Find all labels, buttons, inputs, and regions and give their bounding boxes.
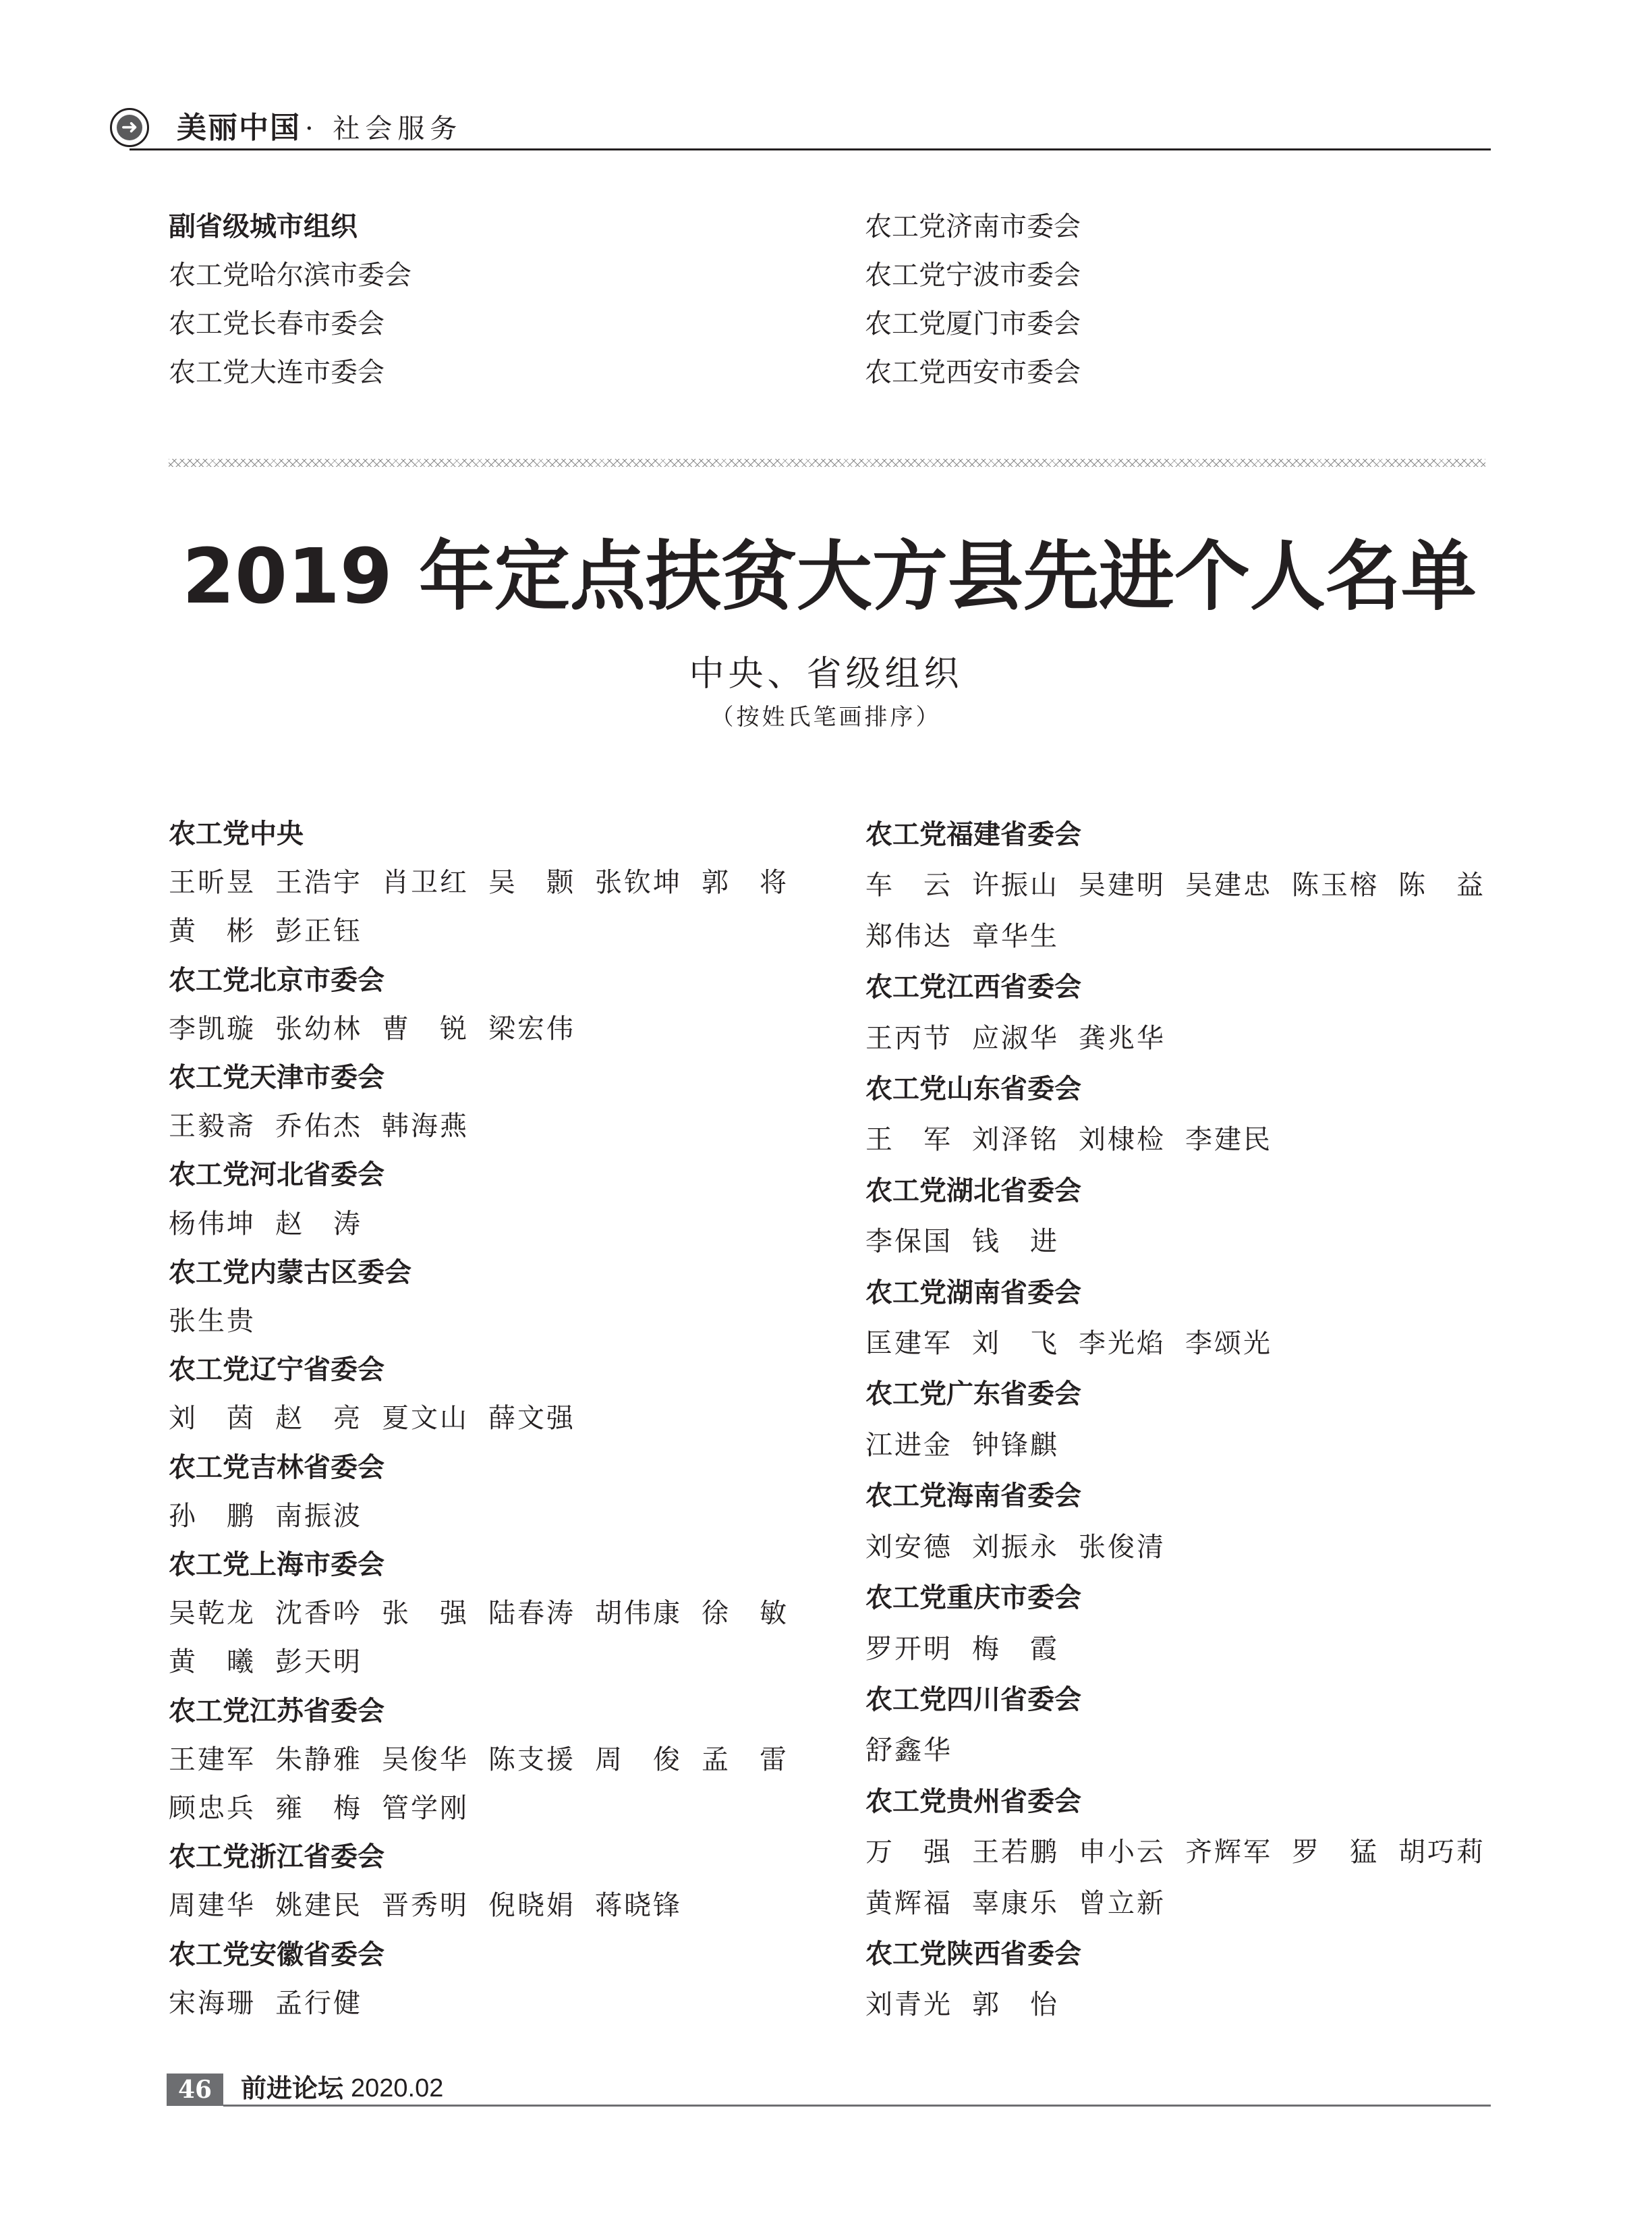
magazine-name: 前进论坛 xyxy=(241,2073,344,2103)
name-list xyxy=(865,1624,1506,1675)
name-list xyxy=(865,1980,1506,2030)
org-heading: 农工党辽宁省委会 xyxy=(169,1354,384,1386)
name-list xyxy=(169,1200,809,1248)
person-name: 黄辉福 xyxy=(865,1887,950,1919)
org-group xyxy=(169,1345,816,1443)
person-name: 姚建民 xyxy=(275,1890,360,1922)
person-name: 陈玉榕 xyxy=(1292,870,1377,901)
org-group xyxy=(865,1471,1513,1573)
person-name: 顾忠兵 xyxy=(169,1793,254,1825)
person-name: 江进金 xyxy=(865,1429,950,1461)
person-name: 南振波 xyxy=(275,1500,360,1532)
person-name: 宋海珊 xyxy=(169,1987,254,2019)
person-name: 李保国 xyxy=(865,1226,950,1258)
name-list xyxy=(865,1420,1506,1471)
org-heading: 农工党浙江省委会 xyxy=(169,1841,384,1873)
person-name: 蒋晓锋 xyxy=(595,1890,680,1922)
person-name: 沈香吟 xyxy=(275,1598,360,1630)
org-group xyxy=(169,1150,816,1248)
org-group xyxy=(169,1687,816,1833)
org-heading: 农工党吉林省委会 xyxy=(169,1451,384,1483)
name-list xyxy=(169,858,809,955)
person-name: 许振山 xyxy=(972,870,1057,901)
person-name: 陈支援 xyxy=(488,1744,573,1775)
person-name: 刘振永 xyxy=(972,1531,1057,1563)
org-group xyxy=(169,810,816,956)
person-name: 薛文强 xyxy=(488,1403,573,1435)
section-name: 美丽中国 xyxy=(177,111,301,145)
person-name: 朱静雅 xyxy=(275,1744,360,1775)
org-heading: 农工党湖南省委会 xyxy=(865,1277,1081,1308)
name-list xyxy=(865,1318,1506,1369)
person-name: 刘安德 xyxy=(865,1531,950,1563)
person-name: 郑伟达 xyxy=(865,920,950,952)
person-name: 王若鹏 xyxy=(972,1837,1057,1868)
person-name: 张幼林 xyxy=(275,1013,360,1045)
org-group xyxy=(865,1268,1513,1370)
org-group xyxy=(169,1540,816,1687)
header-rule xyxy=(130,148,1491,150)
org-heading: 农工党内蒙古区委会 xyxy=(169,1256,411,1288)
name-list xyxy=(865,1827,1506,1929)
org-heading: 农工党山东省委会 xyxy=(865,1074,1081,1105)
person-name: 彭正钰 xyxy=(275,916,360,947)
name-list xyxy=(169,1102,809,1150)
org-heading: 农工党湖北省委会 xyxy=(865,1175,1081,1206)
name-list xyxy=(169,1394,809,1443)
top-list-item: 农工党长春市委会 xyxy=(169,308,384,339)
top-list-left xyxy=(169,202,411,397)
person-name: 倪晓娟 xyxy=(488,1890,573,1922)
org-group xyxy=(865,1777,1513,1929)
name-list xyxy=(169,1735,809,1833)
person-name: 罗 猛 xyxy=(1292,1837,1377,1868)
person-name: 舒鑫华 xyxy=(865,1735,950,1766)
name-list xyxy=(169,1005,809,1053)
org-group xyxy=(169,956,816,1053)
person-name: 陈 益 xyxy=(1398,870,1483,901)
person-name: 李凯璇 xyxy=(169,1013,254,1045)
org-heading: 农工党江西省委会 xyxy=(865,972,1081,1003)
person-name: 王丙节 xyxy=(865,1022,950,1054)
top-list-right xyxy=(865,202,1081,397)
top-list-heading: 副省级城市组织 xyxy=(169,211,358,242)
person-name: 章华生 xyxy=(972,920,1057,952)
person-name: 张 强 xyxy=(382,1598,467,1630)
person-name: 钱 进 xyxy=(972,1226,1057,1258)
org-heading: 农工党北京市委会 xyxy=(169,964,384,996)
person-name: 孙 鹏 xyxy=(169,1500,254,1532)
page-number: 46 xyxy=(167,2074,223,2106)
org-heading: 农工党河北省委会 xyxy=(169,1159,384,1191)
org-group xyxy=(865,1675,1513,1777)
person-name: 晋秀明 xyxy=(382,1890,467,1922)
org-heading: 农工党天津市委会 xyxy=(169,1062,384,1094)
org-group xyxy=(865,962,1513,1064)
person-name: 刘泽铭 xyxy=(972,1124,1057,1156)
top-list-item: 农工党哈尔滨市委会 xyxy=(169,260,411,291)
person-name: 胡巧莉 xyxy=(1398,1837,1483,1868)
person-name: 孟行健 xyxy=(275,1987,360,2019)
org-heading: 农工党重庆市委会 xyxy=(865,1582,1081,1614)
name-list xyxy=(169,1979,809,2028)
person-name: 李光焰 xyxy=(1079,1328,1164,1360)
person-name: 张生贵 xyxy=(169,1306,254,1337)
running-header xyxy=(177,108,462,149)
person-name: 王 军 xyxy=(865,1124,950,1156)
person-name: 李颂光 xyxy=(1185,1328,1270,1360)
person-name: 李建民 xyxy=(1185,1124,1270,1156)
decorative-divider xyxy=(169,459,1485,467)
top-list-item: 农工党济南市委会 xyxy=(865,211,1081,242)
person-name: 王浩宇 xyxy=(275,867,360,899)
subsection-name: · 社会服务 xyxy=(305,113,463,144)
org-group xyxy=(169,1930,816,2028)
person-name: 胡伟康 xyxy=(595,1598,680,1630)
person-name: 曹 锐 xyxy=(382,1013,467,1045)
person-name: 孟 雷 xyxy=(702,1744,787,1775)
org-heading: 农工党贵州省委会 xyxy=(865,1785,1081,1817)
person-name: 梅 霞 xyxy=(972,1633,1057,1665)
org-group xyxy=(169,1248,816,1345)
org-heading: 农工党福建省委会 xyxy=(865,819,1081,850)
person-name: 杨伟坤 xyxy=(169,1208,254,1240)
section-subtitle: 中央、省级组织 xyxy=(689,654,963,694)
person-name: 彭天明 xyxy=(275,1646,360,1678)
org-group xyxy=(865,1166,1513,1268)
left-column-list xyxy=(169,810,816,2028)
person-name: 黄 曦 xyxy=(169,1646,254,1678)
person-name: 车 云 xyxy=(865,870,950,901)
person-name: 辜康乐 xyxy=(972,1887,1057,1919)
person-name: 陆春涛 xyxy=(488,1598,573,1630)
name-list xyxy=(865,860,1506,962)
top-list-item: 农工党宁波市委会 xyxy=(865,260,1081,291)
person-name: 刘 飞 xyxy=(972,1328,1057,1360)
person-name: 王建军 xyxy=(169,1744,254,1775)
person-name: 郭 怡 xyxy=(972,1989,1057,2021)
page-title: 2019 年定点扶贫大方县先进个人名单 xyxy=(182,533,1477,621)
top-list-item: 农工党厦门市委会 xyxy=(865,308,1081,339)
person-name: 匡建军 xyxy=(865,1328,950,1360)
arrow-right-circle-icon: ➜ xyxy=(110,108,149,147)
person-name: 吴 颢 xyxy=(488,867,573,899)
person-name: 齐辉军 xyxy=(1185,1837,1270,1868)
issue-number: 2020.02 xyxy=(351,2074,444,2103)
person-name: 赵 涛 xyxy=(275,1208,360,1240)
person-name: 张俊清 xyxy=(1079,1531,1164,1563)
person-name: 韩海燕 xyxy=(382,1111,467,1142)
name-list xyxy=(865,1217,1506,1267)
person-name: 吴建明 xyxy=(1079,870,1164,901)
org-group xyxy=(865,1369,1513,1471)
person-name: 申小云 xyxy=(1079,1837,1164,1868)
name-list xyxy=(169,1492,809,1540)
person-name: 王毅斋 xyxy=(169,1111,254,1142)
org-heading: 农工党广东省委会 xyxy=(865,1379,1081,1410)
org-group xyxy=(865,810,1513,962)
org-group xyxy=(169,1053,816,1150)
top-list-item: 农工党大连市委会 xyxy=(169,357,384,388)
person-name: 曾立新 xyxy=(1079,1887,1164,1919)
org-heading: 农工党陕西省委会 xyxy=(865,1938,1081,1970)
person-name: 周 俊 xyxy=(595,1744,680,1775)
person-name: 应淑华 xyxy=(972,1022,1057,1054)
person-name: 管学刚 xyxy=(382,1793,467,1825)
org-group xyxy=(169,1833,816,1930)
person-name: 雍 梅 xyxy=(275,1793,360,1825)
person-name: 梁宏伟 xyxy=(488,1013,573,1045)
person-name: 赵 亮 xyxy=(275,1403,360,1435)
person-name: 吴建忠 xyxy=(1185,870,1270,901)
person-name: 黄 彬 xyxy=(169,916,254,947)
person-name: 刘 茵 xyxy=(169,1403,254,1435)
name-list xyxy=(865,1115,1506,1165)
name-list xyxy=(169,1297,809,1345)
person-name: 乔佑杰 xyxy=(275,1111,360,1142)
org-heading: 农工党上海市委会 xyxy=(169,1549,384,1581)
sort-note: （按姓氏笔画排序） xyxy=(710,704,942,731)
name-list xyxy=(169,1589,809,1686)
right-column-list xyxy=(865,810,1513,2031)
top-list-item: 农工党西安市委会 xyxy=(865,357,1081,388)
name-list xyxy=(865,1013,1506,1064)
org-group xyxy=(865,1929,1513,2031)
person-name: 吴乾龙 xyxy=(169,1598,254,1630)
person-name: 周建华 xyxy=(169,1890,254,1922)
person-name: 王昕昱 xyxy=(169,867,254,899)
org-heading: 农工党海南省委会 xyxy=(865,1480,1081,1512)
person-name: 钟锋麒 xyxy=(972,1429,1057,1461)
person-name: 刘青光 xyxy=(865,1989,950,2021)
org-group xyxy=(865,1573,1513,1675)
person-name: 肖卫红 xyxy=(382,867,467,899)
org-group xyxy=(865,1064,1513,1166)
person-name: 刘棣检 xyxy=(1079,1124,1164,1156)
org-group xyxy=(169,1443,816,1540)
org-heading: 农工党中央 xyxy=(169,818,304,850)
person-name: 罗开明 xyxy=(865,1633,950,1665)
person-name: 吴俊华 xyxy=(382,1744,467,1775)
person-name: 郭 将 xyxy=(702,867,787,899)
person-name: 夏文山 xyxy=(382,1403,467,1435)
person-name: 万 强 xyxy=(865,1837,950,1868)
person-name: 徐 敏 xyxy=(702,1598,787,1630)
name-list xyxy=(865,1725,1506,1776)
org-heading: 农工党四川省委会 xyxy=(865,1684,1081,1715)
person-name: 张钦坤 xyxy=(595,867,680,899)
org-heading: 农工党江苏省委会 xyxy=(169,1695,384,1727)
person-name: 龚兆华 xyxy=(1079,1022,1164,1054)
org-heading: 农工党安徽省委会 xyxy=(169,1939,384,1970)
name-list xyxy=(865,1522,1506,1573)
name-list xyxy=(169,1881,809,1930)
